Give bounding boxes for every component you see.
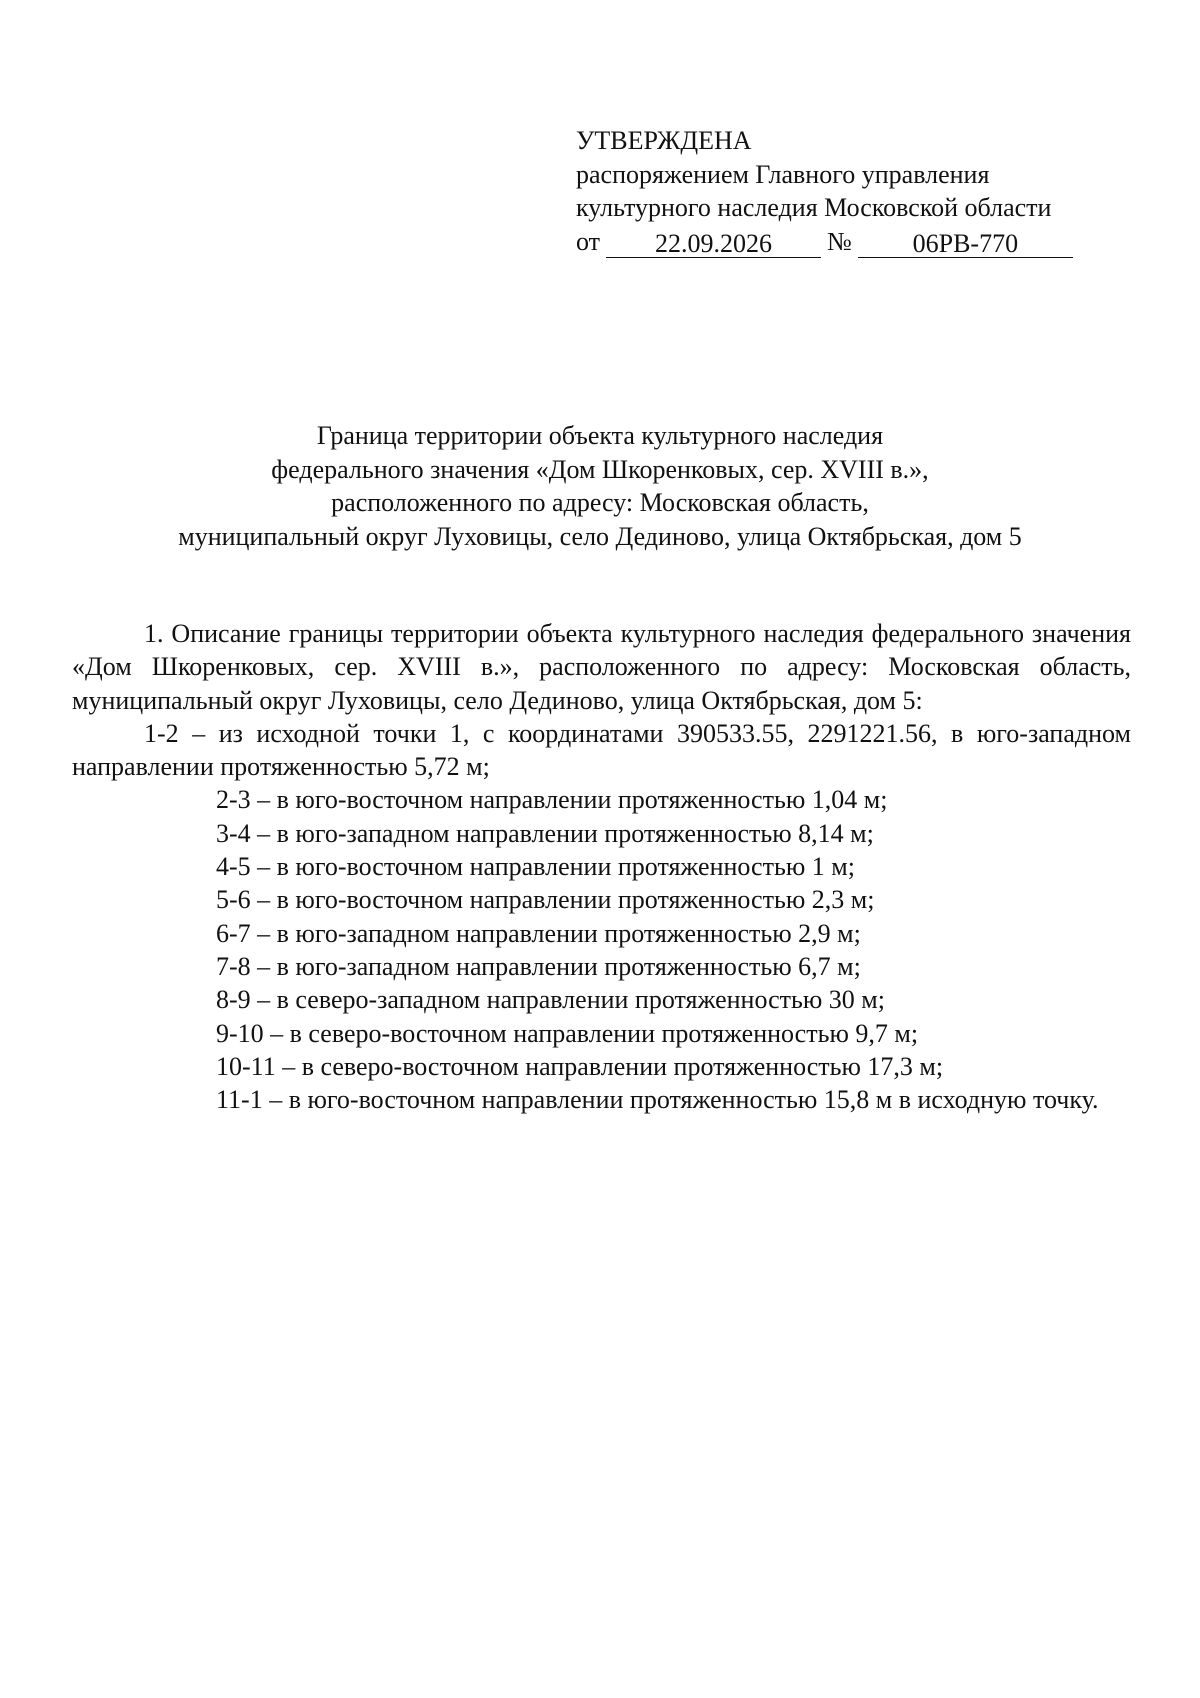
approval-line-1: распоряжением Главного управления xyxy=(576,159,990,189)
title-line-1: Граница территории объекта культурного наследия xyxy=(316,421,884,450)
approval-date: 22.09.2026 xyxy=(606,231,821,258)
approval-heading: УТВЕРЖДЕНА xyxy=(576,126,752,155)
segment-item: 5-6 – в юго-восточном направлении протяженностью 2,3 м; xyxy=(216,885,875,915)
approval-line-2: культурного наследия Московской области xyxy=(576,193,1052,222)
segment-item: 8-9 – в северо-западном направлении протяженностью 30 м; xyxy=(216,985,885,1015)
segment-item: 7-8 – в юго-западном направлении протяженностью 6,7 м; xyxy=(216,951,861,981)
segment-item: 1-2 – из исходной точки 1, с координатами 390533.55, 2291221.56, в юго-западном направлении протяженностью 5,72 м; xyxy=(72,718,1131,782)
segment-item: 4-5 – в юго-восточном направлении протяженностью 1 м; xyxy=(216,852,855,882)
approval-number: 06РВ-770 xyxy=(858,231,1073,258)
number-label: № xyxy=(827,226,852,256)
segment-item: 2-3 – в юго-восточном направлении протяженностью 1,04 м; xyxy=(216,785,888,815)
approval-date-line xyxy=(576,225,1073,259)
segment-item: 9-10 – в северо-восточном направлении протяженностью 9,7 м; xyxy=(216,1018,919,1048)
from-label: от xyxy=(576,226,601,256)
segment-item: 10-11 – в северо-восточном направлении протяженностью 17,3 м; xyxy=(216,1051,944,1081)
document-body xyxy=(72,617,1131,1116)
title-line-2: федерального значения «Дом Шкоренковых, сер. XVIII в.», xyxy=(271,454,929,484)
intro-paragraph: 1. Описание границы территории объекта культурного наследия федерального значения «Дом Шкоренковых, сер. XVIII в.», расположенного по адресу: Московская область, муниципальный округ Луховицы, село Дединово, улица Октябрьская, дом 5: xyxy=(72,619,1131,715)
title-line-3: расположенного по адресу: Московская область, xyxy=(331,488,869,517)
segment-item: 6-7 – в юго-западном направлении протяженностью 2,9 м; xyxy=(216,918,861,948)
document-title xyxy=(70,419,1130,553)
approval-stamp xyxy=(576,124,1073,258)
title-line-4: муниципальный округ Луховицы, село Дединово, улица Октябрьская, дом 5 xyxy=(178,521,1022,551)
segment-item: 11-1 – в юго-восточном направлении протяженностью 15,8 м в исходную точку. xyxy=(216,1085,1099,1115)
segment-item: 3-4 – в юго-западном направлении протяженностью 8,14 м; xyxy=(216,818,874,848)
